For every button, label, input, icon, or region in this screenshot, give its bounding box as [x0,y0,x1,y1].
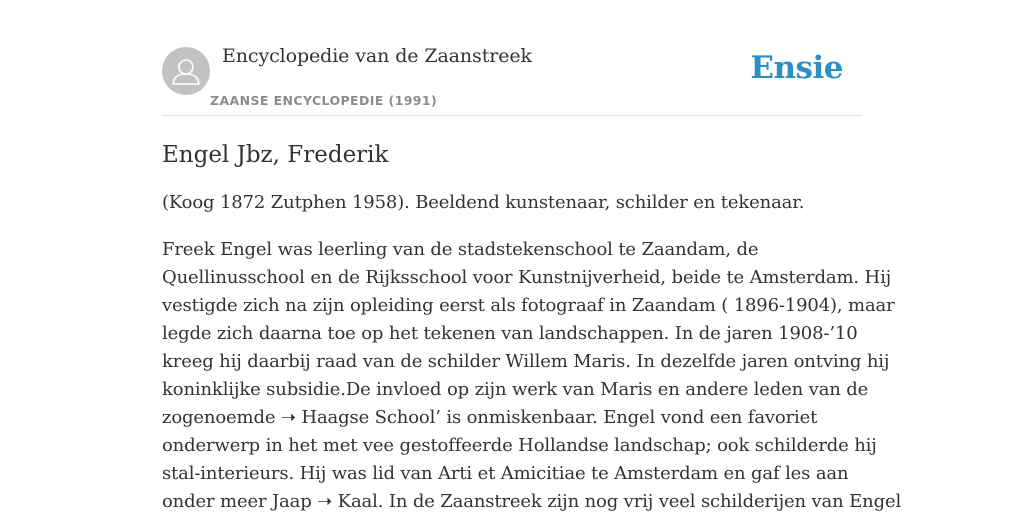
brand-logo[interactable]: Ensie [750,50,843,86]
body-text: onder meer Jaap [162,491,318,512]
body-line: Quellinusschool en de Rijksschool voor Kunstnijverheid, beide te Amsterdam. Hij [162,267,892,288]
body-line [162,404,868,432]
body-line: Freek Engel was leerling van de stadstekenschool te Zaandam, de [162,239,759,260]
article-intro: (Koog 1872 Zutphen 1958). Beeldend kunstenaar, schilder en tekenaar. [162,192,805,213]
article [162,138,902,512]
article-body [162,236,902,512]
article-title: Engel Jbz, Frederik [162,142,389,168]
body-line [162,488,902,512]
body-line: vestigde zich na zijn opleiding eerst als fotograaf in Zaandam ( 1896-1904), maar [162,295,895,316]
crossref-link-haagse-school[interactable]: ➝ Haagse School’ [280,407,441,428]
body-line: kreeg hij daarbij raad van de schilder Willem Maris. In dezelfde jaren ontving hij [162,351,890,372]
source-subtitle: ZAANSE ENCYCLOPEDIE (1991) [210,93,438,108]
body-text: is onmiskenbaar. Engel vond een favoriet [440,407,818,428]
body-line: legde zich daarna toe op het tekenen van landschappen. In de jaren 1908-’10 [162,323,858,344]
body-line: onderwerp in het met vee gestoffeerde Hollandse landschap; ook schilderde hij [162,435,877,456]
body-text: zogenoemde [162,407,281,428]
body-line: stal-interieurs. Hij was lid van Arti et Amicitiae te Amsterdam en gaf les aan [162,463,849,484]
body-line: koninklijke subsidie.De invloed op zijn werk van Maris en andere leden van de [162,379,869,400]
user-icon [162,47,210,95]
source-title[interactable]: Encyclopedie van de Zaanstreek [222,45,532,67]
crossref-link-kaal[interactable]: ➝ Kaal [317,491,378,512]
body-text: . In de Zaanstreek zijn nog vrij veel schilderijen van Engel [377,491,902,512]
source-header [162,0,862,116]
